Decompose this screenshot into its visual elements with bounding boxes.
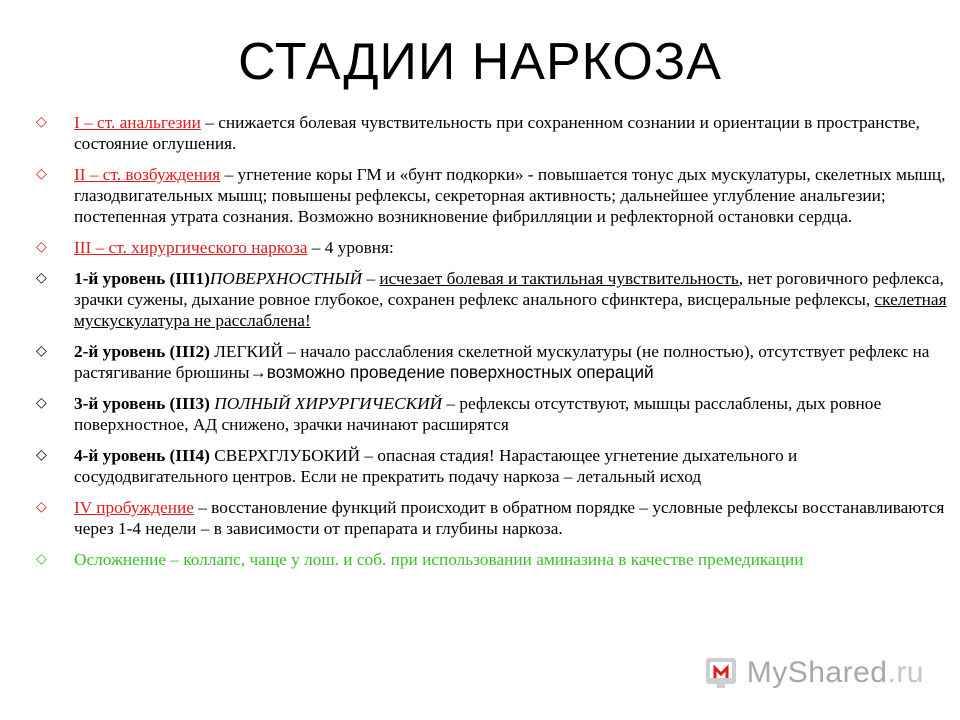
diamond-bullet-icon: ◇ xyxy=(36,396,47,411)
list-item xyxy=(36,549,948,570)
level-name: ПОВЕРХНОСТНЫЙ xyxy=(209,269,363,288)
myshared-logo-icon xyxy=(703,656,743,690)
level-name: ПОЛНЫЙ ХИРУРГИЧЕСКИЙ xyxy=(214,394,443,413)
list-item xyxy=(36,268,948,331)
stage-term: IV пробуждение xyxy=(74,498,194,517)
list-item xyxy=(36,237,948,258)
level-label: 4-й уровень (III4) xyxy=(74,446,210,465)
level-label: 1-й уровень (III1) xyxy=(74,269,210,288)
level-dash: – xyxy=(362,269,380,288)
diamond-bullet-icon: ◇ xyxy=(36,240,47,255)
level-underlined: исчезает болевая и тактильная чувствительность xyxy=(379,269,739,288)
stage-text: , нет роговичного рефлекса, зрачки сужены, дыхание ровное глубокое, сохранен рефлекс анального сфинктера, висцеральные рефлексы, xyxy=(74,269,944,309)
stage-term: III – ст. хирургического наркоза xyxy=(74,238,308,257)
stage-text: – снижается болевая чувствительность при сохраненном сознании и ориентации в пространстве, состояние оглушения. xyxy=(74,113,920,153)
level-underlined: скелетная мускускулатура не расслаблена! xyxy=(74,290,947,330)
watermark xyxy=(703,656,924,690)
stage-text: – рефлексы отсутствуют, мышцы расслаблены, дых ровное поверхностное, АД снижено, зрачки начинают расширятся xyxy=(74,394,882,434)
slide-title: СТАДИИ НАРКОЗА xyxy=(238,33,722,91)
diamond-bullet-icon: ◇ xyxy=(36,344,47,359)
diamond-bullet-icon: ◇ xyxy=(36,115,47,130)
stage-text: ЛЕГКИЙ – начало расслабления скелетной мускулатуры (не полностью), отсутствует рефлекс на растягивание брюшины xyxy=(74,342,930,382)
complication-text: Осложнение – коллапс, чаще у лош. и соб. при использовании аминазина в качестве премедикации xyxy=(74,550,804,569)
level-label: 2-й уровень (III2) xyxy=(74,342,210,361)
list-item xyxy=(36,393,948,435)
stage-text: – восстановление функций происходит в обратном порядке – условные рефлексы восстанавливаются через 1-4 недели – в зависимости от препарата и глубины наркоза. xyxy=(74,498,945,538)
watermark-brand: MyShared xyxy=(746,656,888,689)
diamond-bullet-icon: ◇ xyxy=(36,271,47,286)
diamond-bullet-icon: ◇ xyxy=(36,552,47,567)
list-item xyxy=(36,445,948,487)
stage-text: СВЕРХГЛУБОКИЙ – опасная стадия! Нарастающее угнетение дыхательного и сосудодвигательного центров. Если не прекратить подачу наркоза – летальный исход xyxy=(74,446,798,486)
stage-text: – 4 уровня: xyxy=(307,238,394,257)
level-label: 3-й уровень (III3) xyxy=(74,394,210,413)
list-item xyxy=(36,112,948,154)
stages-list xyxy=(36,112,948,580)
watermark-ext: .ru xyxy=(887,656,924,689)
diamond-bullet-icon: ◇ xyxy=(36,500,47,515)
arrow-icon: → xyxy=(249,362,267,382)
stage-term: I – ст. анальгезии xyxy=(74,113,201,132)
diamond-bullet-icon: ◇ xyxy=(36,167,47,182)
stage-term: II – ст. возбуждения xyxy=(74,165,221,184)
stage-text-tail: возможно проведение поверхностных операций xyxy=(266,362,654,382)
stage-text: – угнетение коры ГМ и «бунт подкорки» - повышается тонус дых мускулатуры, скелетных мышц, глазодвигательных мышц; повышены рефлексы, секреторная активность; дальнейшее углубление анальгезии; постепенная утрата сознания. Возможно возникновение фибрилляции и рефлекторной остановки сердца. xyxy=(74,165,946,226)
list-item xyxy=(36,164,948,227)
list-item xyxy=(36,341,948,383)
diamond-bullet-icon: ◇ xyxy=(36,448,47,463)
list-item xyxy=(36,497,948,539)
